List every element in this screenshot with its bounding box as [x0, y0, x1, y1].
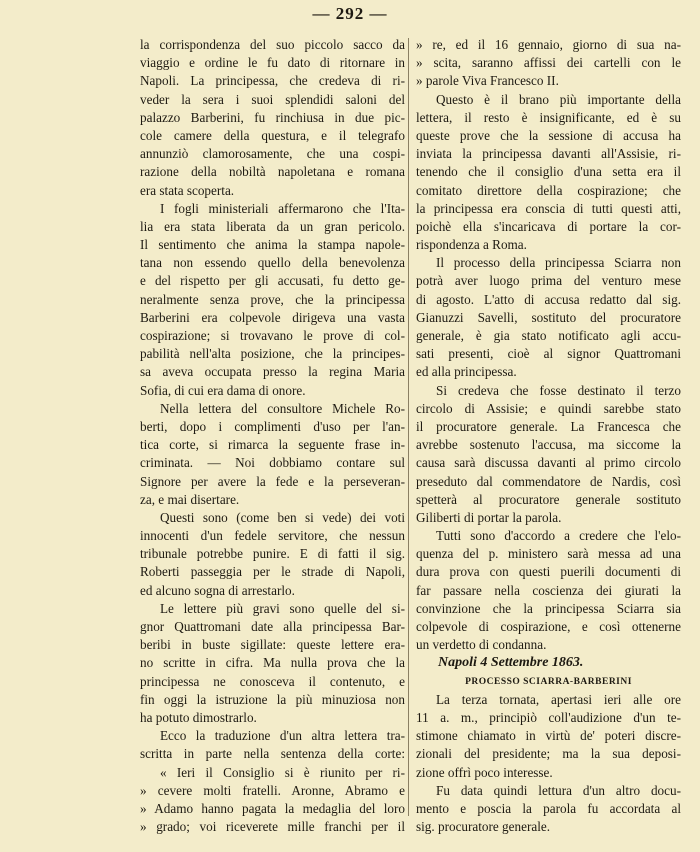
text-line: causa sarà discussa davanti al primo circolo	[416, 455, 681, 471]
text-line: Gianuzzi Savelli, sostituto del procuratore	[416, 309, 681, 325]
text-line: beribi in buste sigillate: queste lettere era-	[140, 637, 405, 653]
text-line: zionali del presidente; ma la sua deposi-	[416, 746, 681, 762]
text-line: » grado; voi riceverete mille franchi per il	[140, 819, 405, 835]
text-line: » parole Viva Francesco II.	[416, 73, 559, 89]
text-line: il procuratore generale. La Francesca che	[416, 418, 681, 434]
left-column	[140, 36, 405, 836]
text-line: rispondenza a Roma.	[416, 237, 527, 253]
text-line: annunziò clamorosamente, che una cospi-	[140, 146, 405, 162]
text-line: Il processo della principessa Sciarra non	[436, 255, 681, 271]
text-line: ha potuto dimostrarlo.	[140, 709, 257, 725]
text-line: » Adamo hanno pagata la medaglia del loro	[140, 800, 405, 816]
text-line: fin oggi la istruzione la più minuziosa non	[140, 691, 405, 707]
text-line: lettera, il resto è insignificante, ed è su	[416, 109, 681, 125]
text-line: mento e poscia la parola fu accordata al	[416, 800, 681, 816]
text-line: comitato direttore della cospirazione; che	[416, 182, 681, 198]
text-line: no scritte in cifra. Ma nulla prova che la	[140, 655, 405, 671]
text-line: Ecco la traduzione d'un altra lettera tra-	[160, 728, 405, 744]
text-line: Questi sono (come ben si vede) dei voti	[160, 509, 405, 525]
text-line: za, e mai disertare.	[140, 491, 240, 507]
text-line: convinzione che la principessa Sciarra sia	[416, 600, 681, 616]
text-line: Napoli. La principessa, che credeva di ri-	[140, 73, 405, 89]
text-line: queste prove che la sessione di accusa ha	[416, 127, 681, 143]
text-line: sig. procuratore generale.	[416, 819, 551, 835]
text-line: 11 a. m., principiò coll'audizione d'un te-	[416, 709, 681, 725]
text-line: » re, ed il 16 gennaio, giorno di sua na-	[416, 37, 681, 52]
text-line: colpevole di cospirazione, e così ottenerne	[416, 619, 681, 634]
text-line: » scita, saranno affissi dei cartelli con le	[416, 55, 681, 71]
text-line: Si credeva che fosse destinato il terzo	[436, 382, 681, 398]
text-line: spetterà al procuratore generale sostituto	[416, 491, 681, 507]
right-column	[416, 36, 681, 836]
text-line: Tutti sono d'accordo a credere che l'elo-	[436, 528, 681, 544]
text-line: Nella lettera del consultore Michele Ro-	[160, 400, 405, 416]
text-line: Napoli 4 Settembre 1863.	[438, 655, 584, 671]
text-line: neralmente senza prove, che la principessa	[140, 291, 405, 307]
text-line: Fu data quindi lettura d'un altro docu-	[436, 782, 681, 798]
text-line: gnor Quattromani date alla principessa Bar-	[140, 619, 405, 634]
text-line: Il sentimento che anima la stampa napole-	[140, 237, 405, 253]
text-line: Le lettere più gravi sono quelle del si-	[160, 600, 405, 616]
text-line: Sofia, di cui era dama di onore.	[140, 382, 306, 398]
text-line: Giliberti di portar la parola.	[416, 509, 562, 525]
text-line: viaggio e ordine le fu dato di ritornare in	[140, 55, 405, 71]
text-line: veder la sera i suoi splendidi saloni del	[140, 91, 405, 107]
text-line: tana non essendo quello della benevolenza	[140, 255, 405, 271]
text-line: tribunale potrebbe punire. E di fatti il sig.	[140, 546, 405, 562]
text-line: poichè ella s'incaricava di portare la cor-	[416, 218, 681, 234]
text-line: potrà aver luogo prima del venturo mese	[416, 273, 681, 289]
text-line: palazzo Barberini, fu rinchiusa in due pic-	[140, 109, 405, 125]
text-line: I fogli ministeriali affermarono che l'Ita-	[160, 200, 405, 216]
text-line: dura prova con questi puerili documenti di	[416, 564, 681, 580]
text-line: innocenti d'un fedele servitore, che nessun	[140, 528, 405, 544]
text-line: criminata. — Noi dobbiamo contare sul	[140, 455, 405, 471]
text-line: la corrispondenza del suo piccolo sacco da	[140, 37, 405, 52]
text-line: Signore per avere la fede e la perseveran-	[140, 473, 405, 489]
text-line: ed alcuno sogna di arrestarlo.	[140, 582, 295, 598]
text-line: tica corte, si rimarca la seguente frase in-	[140, 437, 405, 453]
text-line: la principessa era conscia di tutti questi atti,	[416, 200, 681, 216]
text-line: » cevere molti fratelli. Aronne, Abramo e	[140, 782, 405, 798]
column-divider	[408, 38, 409, 816]
text-line: cole camere della questura, e il telegrafo	[140, 127, 405, 143]
text-line: preseduto dal commendatore de Nardis, così	[416, 473, 681, 489]
text-line: Barberini era colpevole dirigeva una vasta	[140, 309, 405, 325]
text-line: sati presenti, cioè al signor Quattromani	[416, 346, 681, 362]
text-line: generale, è gia stato notificato agli accu-	[416, 328, 681, 343]
text-line: avrebbe sostenuto l'accusa, ma siccome la	[416, 437, 681, 453]
text-line: inviata la principessa davanti all'Assisie, ri-	[416, 146, 681, 162]
page-number: — 292 —	[312, 4, 388, 23]
text-line: berti, dopo i complimenti d'uso per l'an-	[140, 418, 405, 434]
text-line: Roberti passeggia per le strade di Napoli,	[140, 564, 405, 580]
text-line: far passare nella coscienza dei giurati la	[416, 582, 681, 598]
text-line: Questo è il brano più importante della	[436, 91, 681, 107]
text-line: scritta in parte nella sentenza della corte:	[140, 746, 405, 762]
text-line: lia era stata liberata da un gran pericolo.	[140, 218, 405, 234]
text-line: zione offrì poco interesse.	[416, 764, 553, 780]
text-line: razione della nobiltà napoletana e romana	[140, 164, 405, 180]
text-line: pabilità nell'alta posizione, che la principes-	[140, 346, 405, 362]
text-line: tenendo che il consiglio d'una setta era il	[416, 164, 681, 180]
text-line: ed alla principessa.	[416, 364, 517, 380]
text-line: un verdetto di condanna.	[416, 637, 547, 653]
text-line: PROCESSO SCIARRA-BARBERINI	[465, 676, 632, 687]
text-line: circolo di Assisie; e quindi sarebbe stato	[416, 400, 681, 416]
text-line: principessa ne conosceva il contenuto, e	[140, 673, 405, 689]
text-line: sa aveva occupata presso la regina Maria	[140, 364, 405, 380]
text-line: « Ieri il Consiglio si è riunito per ri-	[160, 764, 405, 780]
text-line: e del rispetto per gli accusati, fu detto ge-	[140, 273, 405, 289]
text-line: quenza del p. ministero sarà messa ad una	[416, 546, 681, 562]
text-line: La terza tornata, apertasi ieri alle ore	[436, 691, 681, 707]
text-line: stimone chiamato in virtù de' poteri discre-	[416, 728, 681, 744]
text-line: cospirazione; si trovavano le prove di col-	[140, 328, 405, 343]
text-line: era stata scoperta.	[140, 182, 235, 198]
text-line: di agosto. L'atto di accusa redatto dal sig.	[416, 291, 681, 307]
